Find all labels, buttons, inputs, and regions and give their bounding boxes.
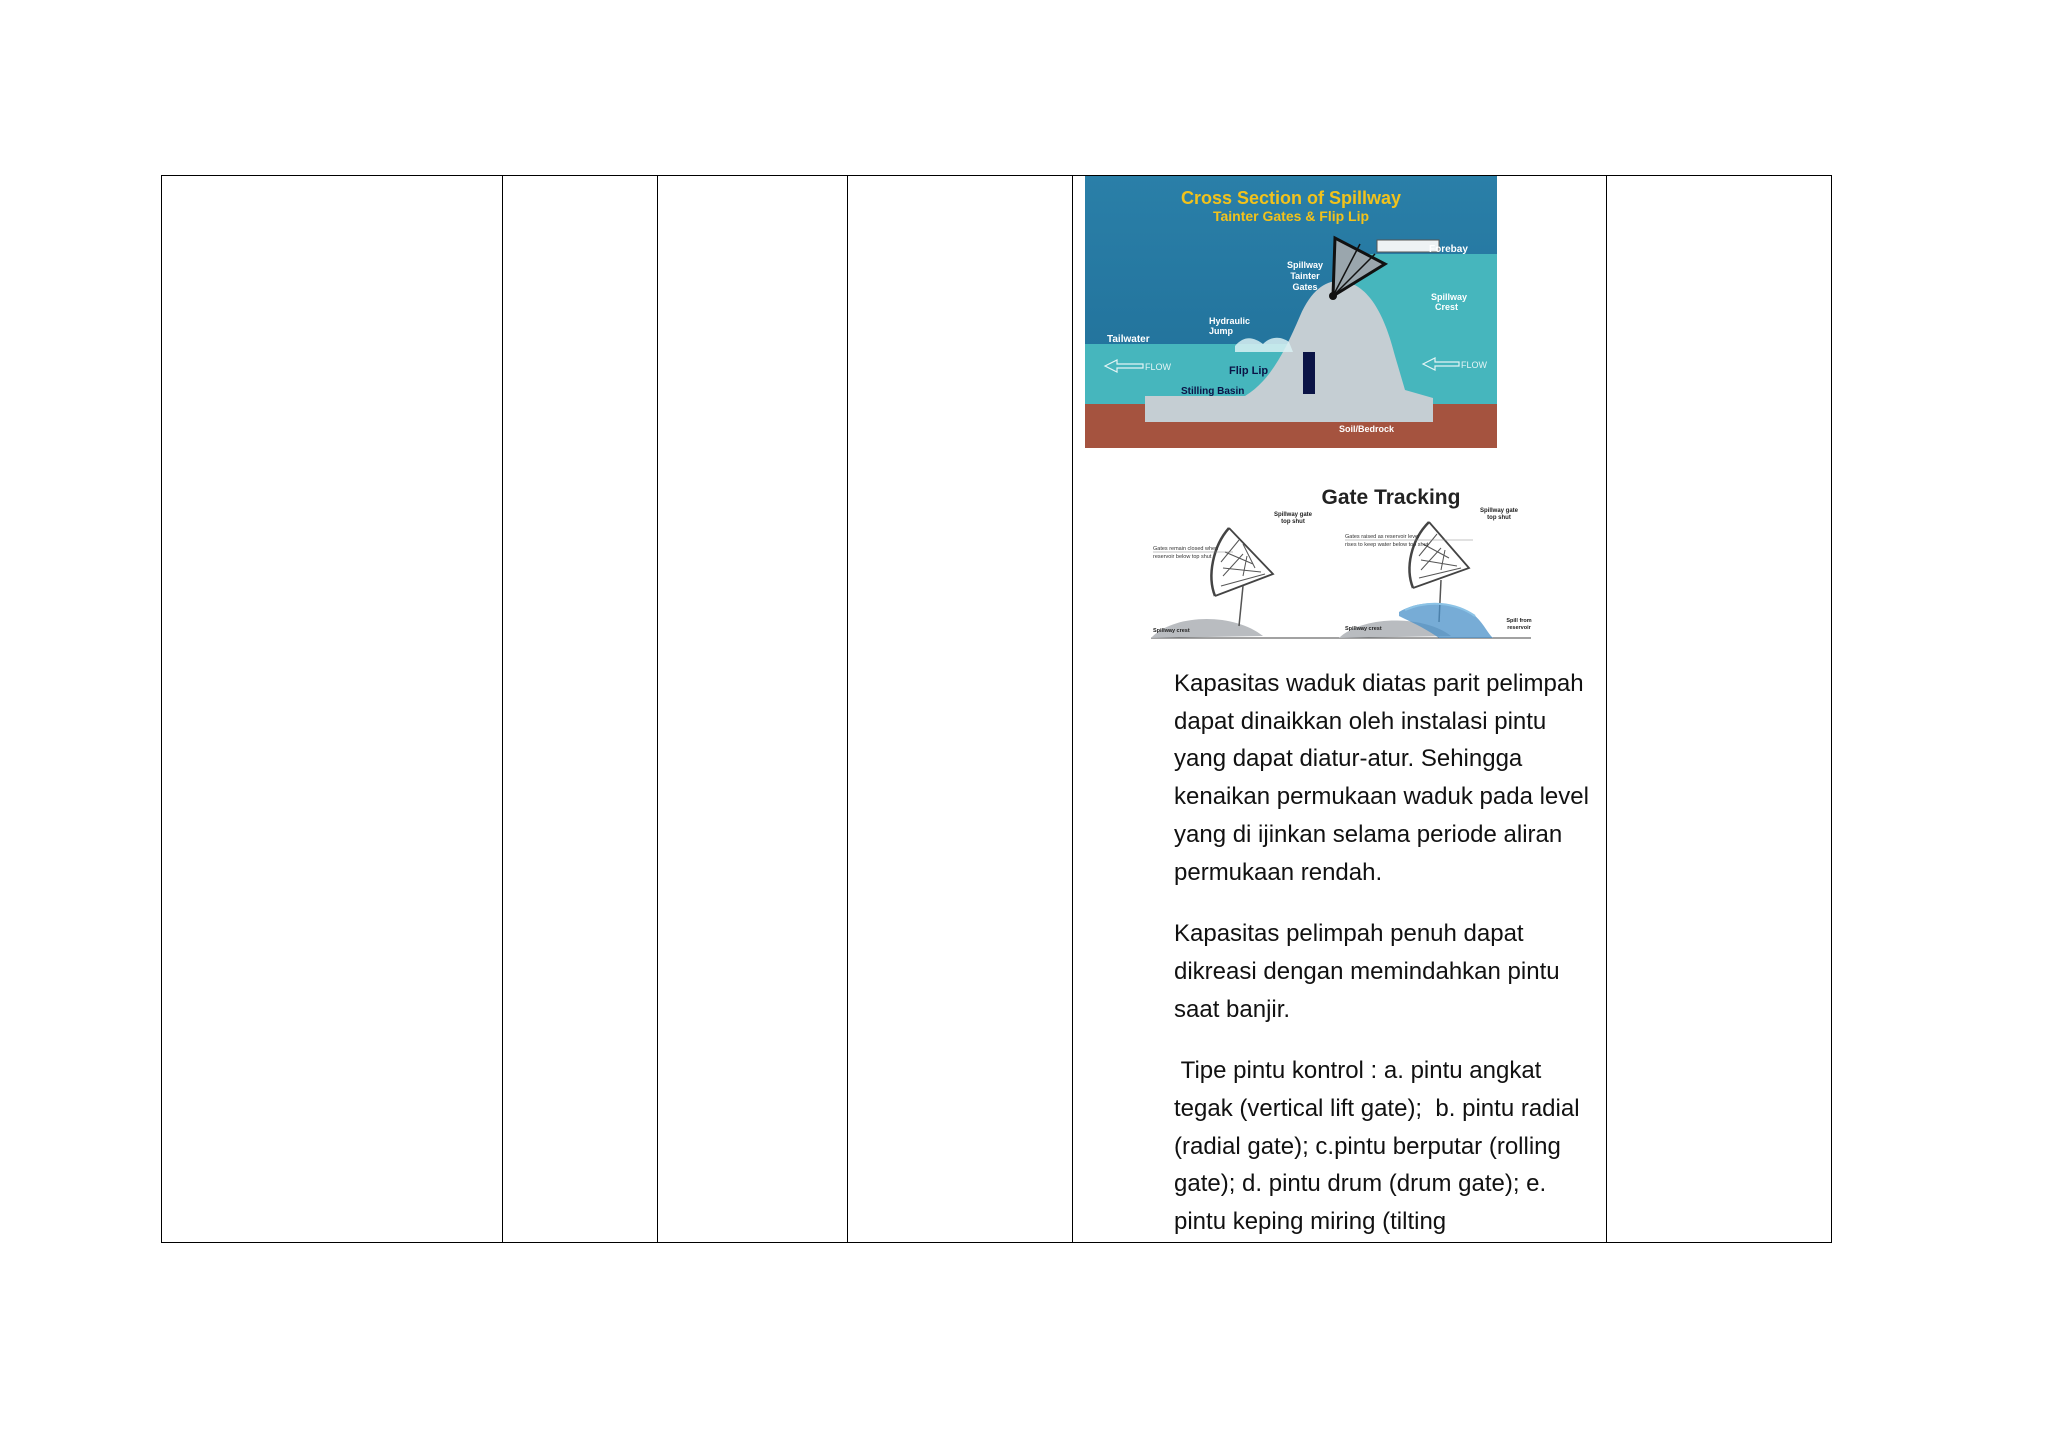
label-spill: reservoir bbox=[1507, 625, 1531, 631]
table-cell-6 bbox=[1607, 176, 1832, 1243]
label-gates: Spillway bbox=[1286, 260, 1324, 270]
table-cell-content bbox=[1073, 176, 1607, 1243]
gate-tracking-figure bbox=[1143, 476, 1543, 646]
label-gates: Gates bbox=[1292, 282, 1318, 292]
label-right-note: Gates raised as reservoir level bbox=[1345, 534, 1420, 540]
table-row bbox=[162, 176, 1832, 1243]
label-gates: Tainter bbox=[1290, 271, 1320, 281]
label-left-note: reservoir below top shut bbox=[1153, 554, 1212, 560]
label-right-note: rises to keep water below top shut bbox=[1345, 542, 1429, 548]
label-right-gate-top: Spillway gate bbox=[1479, 508, 1519, 514]
gate-tracking-title: Gate Tracking bbox=[1321, 486, 1461, 509]
label-soil-bedrock: Soil/Bedrock bbox=[1339, 424, 1395, 434]
label-forebay: Forebay bbox=[1429, 244, 1468, 255]
table-cell-3 bbox=[658, 176, 848, 1243]
label-left-note: Gates remain closed when bbox=[1153, 546, 1219, 552]
table-cell-4 bbox=[848, 176, 1073, 1243]
table-cell-1 bbox=[162, 176, 503, 1243]
paragraph-gate-types: Tipe pintu kontrol : a. pintu angkat tegak (vertical lift gate); b. pintu radial (radial gate); c.pintu berputar (rolling gate); d. pintu drum (drum gate); e. pintu keping miring (tilting bbox=[1174, 1057, 1587, 1236]
label-right-crest: Spillway crest bbox=[1345, 626, 1382, 632]
label-flow-left: FLOW bbox=[1145, 362, 1171, 372]
label-left-crest: Spillway crest bbox=[1153, 628, 1190, 634]
paragraph-full-capacity: Kapasitas pelimpah penuh dapat dikreasi dengan memindahkan pintu saat banjir. bbox=[1174, 920, 1560, 1023]
label-flip-lip: Flip Lip bbox=[1229, 365, 1269, 377]
label-tailwater: Tailwater bbox=[1107, 334, 1150, 345]
label-flow-right: FLOW bbox=[1461, 360, 1487, 370]
label-stilling-basin: Stilling Basin bbox=[1181, 386, 1245, 397]
spillway-figure-subtitle: Tainter Gates & Flip Lip bbox=[1212, 208, 1370, 224]
table-cell-2 bbox=[503, 176, 658, 1243]
label-crest: Crest bbox=[1435, 302, 1459, 312]
document-table bbox=[161, 175, 1832, 1243]
label-crest: Spillway bbox=[1431, 292, 1468, 302]
flip-lip bbox=[1303, 352, 1315, 394]
spillway-figure-title: Cross Section of Spillway bbox=[1180, 188, 1402, 208]
body-text bbox=[1174, 665, 1604, 1243]
label-left-gate-top: top shut bbox=[1281, 519, 1305, 525]
label-spill: Spill from bbox=[1506, 618, 1532, 624]
paragraph-reservoir-capacity: Kapasitas waduk diatas parit pelimpah dapat dinaikkan oleh instalasi pintu yang dapat diatur-atur. Sehingga kenaikan permukaan waduk pada level yang di ijinkan selama periode aliran permukaan rendah. bbox=[1174, 670, 1589, 886]
label-hydraulic-jump: Hydraulic bbox=[1209, 316, 1251, 326]
spillway-cross-section-figure bbox=[1085, 176, 1497, 448]
label-left-gate-top: Spillway gate bbox=[1273, 512, 1313, 518]
label-hydraulic-jump: Jump bbox=[1209, 326, 1234, 336]
label-right-gate-top: top shut bbox=[1487, 515, 1511, 521]
